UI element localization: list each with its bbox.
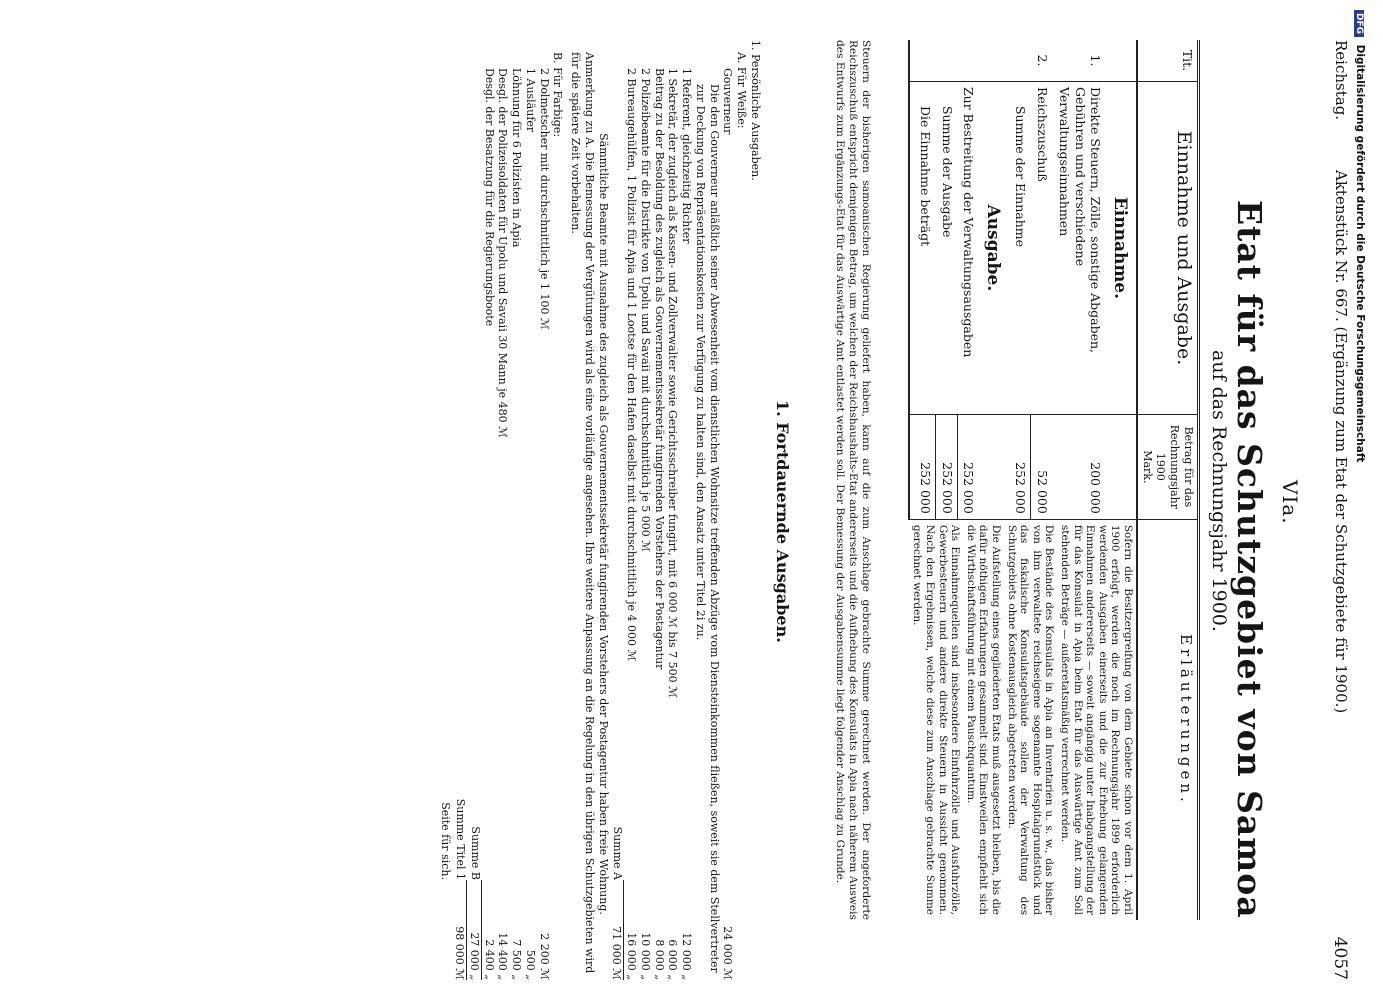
sum-ausgabe-amount: 252 000 xyxy=(935,414,957,519)
row-amount: 52 000 xyxy=(1030,414,1051,519)
cell-empty xyxy=(909,414,914,519)
list-item xyxy=(638,40,652,980)
cell-empty xyxy=(978,40,1009,81)
notes-paragraph: Sofern die Besitzergreifung von dem Gebiete schon vor dem 1. April 1900 erfolgt, werden die noch im Rechnungsjahr 1899 erforderlich werdenden Ausgaben einerseits und die zur Erhebung gelangenden Einnahmen andererseits — soweit angängig unter Inabgangstellung der für das Konsulat in Apia beim Etat für das Auswärtige Amt zum Soll stehenden Beträge — außeretatsmäßig verrechnet werden. xyxy=(1059,524,1134,915)
list-item xyxy=(482,40,496,980)
list-item xyxy=(537,40,551,980)
cell-empty xyxy=(909,40,914,81)
sum-einnahme-amount: 252 000 xyxy=(1009,414,1030,519)
item-polizeisoldaten-amount: 14 400 „ xyxy=(496,932,510,980)
list-item xyxy=(569,40,597,980)
item-polizei: 2 Polizeibeamte für die Distrikte von Upolu und Savaii mit durchschnittlich je 5 000 ℳ xyxy=(639,68,652,552)
einnahme-betraegt-amount: 252 000 xyxy=(914,414,935,519)
item-polizeisoldaten: Desgl. der Polizeisoldaten für Upolu und Savaii 30 Mann je 480 ℳ xyxy=(496,68,510,438)
heading-persoenliche: 1. Persönliche Ausgaben. xyxy=(749,40,762,181)
cell-empty xyxy=(957,40,978,81)
item-boote: Desgl. der Besatzung für die Regierungsboote xyxy=(482,68,496,327)
item-sekretaer: 1 Sekretär, der zugleich als Kassen- und Zollverwalter sowie Gerichtsschreiber fungirt, mit 6 000 ℳ bis 7 500 ℳ xyxy=(666,68,680,698)
item-bureau-amount: 16 000 „ xyxy=(625,932,639,980)
item-dolmetscher: 2 Dolmetscher mit durchschnittlich je 1 100 ℳ xyxy=(537,68,551,330)
list-item xyxy=(610,40,625,980)
notes-paragraph: Als Einnahmequellen sind insbesondere Einfuhrzölle und Ausfuhrzölle, Gewerbesteuern und andere direkte Steuern in Aussicht genommen. Nach den Ergebnissen, welche diese zum Anschlage gebrachte Summe gerechnet werden. xyxy=(911,524,962,915)
list-item xyxy=(680,40,694,980)
item-gouverneur-amount: 24 000 ℳ xyxy=(721,926,735,980)
item-loehnung: Löhnung für 6 Polizisten in Apia xyxy=(510,68,524,248)
anmerkung-a: Anmerkung zu A. Die Bemessung der Vergütungen wird als eine vorläufige angesehen. Ihre weitere Anpassung an die Regelung in den übrigen Schutzgebieten wird für die spätere Zeit vorbehalten. xyxy=(569,52,596,974)
etat-table xyxy=(908,40,1200,920)
row-tit: 2. xyxy=(1034,54,1050,67)
list-item xyxy=(453,40,468,980)
summe-titel-label: Summe Titel 1 xyxy=(454,798,468,880)
footnote-paragraph: Steuern der bisherigen samoanischen Regierung geliefert haben, kann auf die zum Anschlage gebrachte Summe gerechnet werden. Der angeforderte Reichszuschuß entspricht demjenigen Betrag, um welchen der Reichshaushalts-Etat andererseits und die Aufhebung des Konsulats in Apia nach näherem Ausweis des Entwurfs zum Ergänzungs-Etat für das Auswärtige Amt entlastet werden soll. Der Bemessung der Ausgabensumme liegt folgender Anschlag zu Grunde. xyxy=(834,40,872,920)
list-item xyxy=(748,40,762,980)
list-item xyxy=(652,40,666,980)
list-item xyxy=(693,40,721,980)
col-header-amount-label: Betrag für das Rechnungsjahr 1900 xyxy=(1154,424,1195,509)
running-header xyxy=(1328,40,1350,980)
dfg-logo: DFG xyxy=(1354,10,1364,37)
col-header-tit: Tit. xyxy=(1137,40,1199,81)
digitization-text: Digitalisierung gefördert durch die Deutsche Forschungsgemeinschaft xyxy=(1354,44,1366,463)
part-title: 1. Fortdauernde Ausgaben. xyxy=(773,400,792,643)
summe-titel-amount: 98 000 ℳ xyxy=(453,880,468,980)
seite-fuer-sich: Seite für sich. xyxy=(439,802,453,880)
beamte-note: Sämmtliche Beamte mit Ausnahme des zugleich als Gouvernementssekretär fungirenden Vorstehers der Postagentur haben freie Wohnung. xyxy=(596,133,610,915)
heading-weisse: A. Für Weiße: xyxy=(735,52,749,129)
item-loehnung-amount: 7 500 „ xyxy=(510,939,524,980)
col-header-amount-unit: Mark. xyxy=(1140,450,1154,484)
item-dolmetscher-amount: 2 200 ℳ xyxy=(537,933,551,980)
notes-cell xyxy=(909,519,1137,920)
cell-empty xyxy=(914,40,935,81)
item-beitrag: Beitrag zu der Besoldung des zugleich als Gouvernementssekretär fungirenden Vorstehers der Postagentur xyxy=(652,68,666,670)
summe-b-amount: 27 000 „ xyxy=(467,880,482,980)
list-item xyxy=(439,40,453,980)
list-item xyxy=(666,40,680,980)
col-header-amount xyxy=(1137,414,1199,519)
cell-empty xyxy=(1105,40,1137,81)
digitization-note xyxy=(1350,10,1366,990)
cell-empty xyxy=(935,40,957,81)
list-item xyxy=(721,40,735,980)
cell-empty xyxy=(1009,40,1030,81)
sum-ausgabe-label: Summe der Ausgabe xyxy=(935,81,957,414)
cell-empty xyxy=(978,414,1009,519)
list-item xyxy=(510,40,524,980)
einnahme-betraegt-label: Die Einnahme beträgt xyxy=(914,81,935,414)
notes-paragraph: Die Bestände des Konsulats in Apia an Inventarien u. s. w., das bisher von ihm verwaltete reichseigene sogenannte Hospitalgrundstück und das fiskalische Konsulatsgebäude sollen der Verwaltung des Schutzgebiets ohne Kostenausgleich abgetreten werden. xyxy=(1005,524,1056,915)
heading-farbige: B. Für Farbige: xyxy=(551,52,565,138)
gouverneur-note: Die den Gouverneur anläßlich seiner Abwesenheit vom dienstlichen Wohnsitze treffenden Abzüge vom Diensteinkommen fließen, soweit sie dem Stellvertreter zur Deckung von Repräsentationskosten zur Verfügung zu halten sind, den Ansatz unter Titel 2i zu. xyxy=(694,84,721,973)
item-auslaeufer-amount: 500 „ xyxy=(524,949,537,980)
item-beitrag-amount: 8 000 „ xyxy=(652,939,666,980)
item-boote-amount: 2 400 „ xyxy=(482,939,496,980)
row-text: Zur Bestreitung der Verwaltungsausgaben xyxy=(957,81,978,414)
item-referent: 1 Referent, gleichzeitig Richter xyxy=(680,68,694,244)
list-item xyxy=(467,40,482,980)
list-item xyxy=(625,40,639,980)
notes-paragraph: Die Aufstellung eines gegliederten Etats muß ausgesetzt bleiben, bis die dafür nöthigen Erfahrungen gesammelt sind. Einstweilen empfiehlt sich die Wirthschaftsführung mit einem Pauschquantum. xyxy=(964,524,1003,915)
list-item xyxy=(551,40,565,980)
item-bureau: 2 Bureaugehülfen, 1 Polizist für Apia und 1 Lootse für den Hafen daselbst mit durchschnittlich je 4 000 ℳ xyxy=(625,68,639,662)
rotated-document xyxy=(100,40,1350,980)
item-auslaeufer: 1 Ausläufer xyxy=(524,68,537,133)
item-polizei-amount: 10 000 „ xyxy=(639,932,652,980)
sum-einnahme-label: Summe der Einnahme xyxy=(1009,81,1030,414)
summe-a-label: Summe A xyxy=(611,826,625,880)
header-reichstag: Reichstag. xyxy=(1332,40,1350,121)
item-gouverneur: Gouverneur xyxy=(721,68,735,135)
list-item xyxy=(596,40,610,980)
col-header-notes: Erläuterungen. xyxy=(1137,519,1199,920)
header-aktenstueck: Aktenstück Nr. 667. (Ergänzung zum Etat der Schutzgebiete für 1900.) xyxy=(1332,170,1350,714)
section-label: VIa. xyxy=(1278,480,1302,525)
row-amount: 200 000 xyxy=(1052,414,1106,519)
summe-a-amount: 71 000 ℳ xyxy=(610,880,625,980)
ausgabe-heading: Ausgabe. xyxy=(978,81,1009,414)
list-item xyxy=(735,40,749,980)
summe-b-label: Summe B xyxy=(469,826,482,880)
row-tit: 1. xyxy=(1088,54,1104,67)
col-header-main: Einnahme und Ausgabe. xyxy=(1137,81,1199,414)
document-title: Etat für das Schutzgebiet von Samoa xyxy=(1230,200,1269,919)
cell-empty xyxy=(1105,414,1137,519)
page-number: 4057 xyxy=(1330,936,1350,980)
einnahme-heading: Einnahme. xyxy=(1105,81,1137,414)
document-subtitle: auf das Rechnungsjahr 1900. xyxy=(1208,350,1230,632)
item-sekretaer-amount: 6 000 „ xyxy=(666,939,680,980)
cell-empty xyxy=(909,81,914,414)
ausgaben-section xyxy=(439,40,762,980)
row-amount: 252 000 xyxy=(957,414,978,519)
list-item xyxy=(496,40,510,980)
item-referent-amount: 12 000 „ xyxy=(680,932,694,980)
row-text: Direkte Steuern, Zölle, sonstige Abgaben, Gebühren und verschiedene Verwaltungseinnahmen xyxy=(1052,81,1106,414)
list-item xyxy=(523,40,537,980)
row-text: Reichszuschuß xyxy=(1030,81,1051,414)
